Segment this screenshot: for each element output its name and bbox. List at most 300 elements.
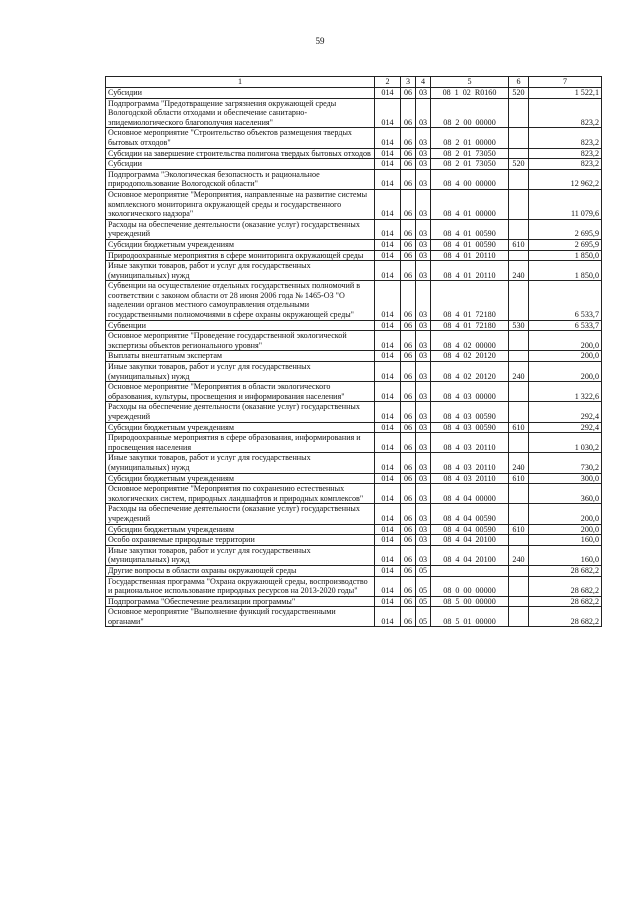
- target-article-part: 08: [443, 239, 452, 249]
- amount: 28 682,2: [529, 596, 602, 607]
- subsection-code: 03: [416, 189, 431, 219]
- target-article-part: 00000: [475, 586, 496, 596]
- table-row: [106, 576, 602, 596]
- subsection-code: 03: [416, 402, 431, 422]
- header-cell: 5: [431, 77, 509, 88]
- target-article-part: 04: [463, 555, 472, 565]
- row-name: Субсидии бюджетным учреждениям: [106, 239, 375, 250]
- section-code: 06: [401, 189, 416, 219]
- expense-type-code: [509, 281, 529, 320]
- target-article-part: 02: [463, 371, 472, 381]
- target-article-part: 03: [463, 462, 472, 472]
- table-row: [106, 484, 602, 504]
- target-article-part: 08: [443, 117, 452, 127]
- section-code: 06: [401, 422, 416, 433]
- target-article-part: 4: [455, 391, 460, 401]
- expense-type-code: [509, 504, 529, 524]
- target-article-part: 00590: [475, 422, 496, 432]
- subsection-code: 03: [416, 484, 431, 504]
- target-article-part: 73050: [475, 159, 496, 169]
- target-article-part: 01: [463, 310, 472, 320]
- section-code: 06: [401, 576, 416, 596]
- row-name: Основное мероприятие "Мероприятия по сохранению естественных экологических систем, природных ландшафтов и природных комплексов": [106, 484, 375, 504]
- target-article-part: 5: [455, 596, 460, 606]
- expense-type-code: 240: [509, 362, 529, 382]
- table-row: [106, 320, 602, 331]
- subsection-code: 03: [416, 504, 431, 524]
- ministry-code: 014: [375, 382, 401, 402]
- target-article-part: 08: [443, 524, 452, 534]
- target-article-part: 08: [443, 473, 452, 483]
- row-name: Расходы на обеспечение деятельности (оказание услуг) государственных учреждений: [106, 219, 375, 239]
- ministry-code: 014: [375, 453, 401, 473]
- subsection-code: 03: [416, 382, 431, 402]
- table-row: [106, 219, 602, 239]
- ministry-code: 014: [375, 402, 401, 422]
- section-code: 06: [401, 565, 416, 576]
- subsection-code: 05: [416, 565, 431, 576]
- section-code: 06: [401, 331, 416, 351]
- target-article-part: 02: [462, 88, 471, 97]
- target-article-part: 08: [443, 513, 452, 523]
- subsection-code: 03: [416, 148, 431, 159]
- expense-type-code: [509, 169, 529, 189]
- target-article-part: 00000: [475, 209, 496, 219]
- row-name: Природоохранные мероприятия в сфере мониторинга окружающей среды: [106, 250, 375, 261]
- section-code: 06: [401, 362, 416, 382]
- target-article-code: [431, 250, 509, 261]
- target-article-part: 03: [463, 412, 472, 421]
- subsection-code: 03: [416, 545, 431, 565]
- target-article-part: 00000: [475, 493, 496, 503]
- amount: 6 533,7: [529, 320, 602, 331]
- section-code: 06: [401, 239, 416, 250]
- target-article-part: 00000: [475, 596, 496, 606]
- target-article-part: 20100: [475, 555, 496, 565]
- expense-type-code: [509, 250, 529, 261]
- target-article-part: 4: [455, 209, 460, 219]
- ministry-code: 014: [375, 88, 401, 99]
- target-article-part: 02: [463, 351, 472, 361]
- amount: 360,0: [529, 484, 602, 504]
- amount: 730,2: [529, 453, 602, 473]
- target-article-part: 4: [455, 179, 460, 189]
- amount: 292,4: [529, 402, 602, 422]
- page-number: 59: [315, 36, 325, 46]
- ministry-code: 014: [375, 219, 401, 239]
- target-article-part: 08: [443, 412, 452, 421]
- subsection-code: 03: [416, 281, 431, 320]
- header-cell: 6: [509, 77, 529, 88]
- target-article-part: 4: [455, 555, 460, 565]
- target-article-part: 20110: [475, 270, 496, 280]
- row-name: Субвенции: [106, 320, 375, 331]
- target-article-code: [431, 189, 509, 219]
- target-article-part: 01: [463, 616, 472, 626]
- target-article-part: 00590: [475, 239, 496, 249]
- amount: 1 850,0: [529, 261, 602, 281]
- table-row: [106, 331, 602, 351]
- amount: 28 682,2: [529, 576, 602, 596]
- table-row: [106, 596, 602, 607]
- amount: 1 522,1: [529, 88, 602, 99]
- section-code: 06: [401, 320, 416, 331]
- row-name: Основное мероприятие "Мероприятия, направленные на развитие системы комплексного мониторинга окружающей среды и государственного экологического надзора": [106, 189, 375, 219]
- table-row: [106, 261, 602, 281]
- target-article-code: [431, 473, 509, 484]
- target-article-part: 00000: [475, 616, 496, 626]
- target-article-code: [431, 261, 509, 281]
- ministry-code: 014: [375, 189, 401, 219]
- target-article-part: 1: [454, 88, 459, 97]
- target-article-code: [431, 159, 509, 170]
- table-row: [106, 281, 602, 320]
- amount: 823,2: [529, 148, 602, 159]
- section-code: 06: [401, 281, 416, 320]
- row-name: Субсидии бюджетным учреждениям: [106, 473, 375, 484]
- target-article-part: 0: [455, 586, 460, 596]
- target-article-part: 08: [443, 137, 452, 147]
- target-article-part: 01: [463, 270, 472, 280]
- ministry-code: 014: [375, 169, 401, 189]
- row-name: Подпрограмма "Обеспечение реализации программы": [106, 596, 375, 607]
- amount: 200,0: [529, 524, 602, 535]
- target-article-code: [431, 320, 509, 331]
- subsection-code: 03: [416, 362, 431, 382]
- table-row: [106, 88, 602, 99]
- section-code: 06: [401, 98, 416, 128]
- target-article-code: [431, 453, 509, 473]
- table-row: [106, 402, 602, 422]
- target-article-part: 04: [463, 513, 472, 523]
- amount: 300,0: [529, 473, 602, 484]
- target-article-part: 4: [455, 320, 460, 330]
- target-article-part: 4: [455, 310, 460, 320]
- section-code: 06: [401, 250, 416, 261]
- ministry-code: 014: [375, 565, 401, 576]
- row-name: Иные закупки товаров, работ и услуг для государственных (муниципальных) нужд: [106, 261, 375, 281]
- ministry-code: 014: [375, 148, 401, 159]
- header-row: [106, 77, 602, 88]
- target-article-part: 08: [443, 422, 452, 432]
- table-row: [106, 422, 602, 433]
- subsection-code: 05: [416, 576, 431, 596]
- row-name: Иные закупки товаров, работ и услуг для государственных (муниципальных) нужд: [106, 545, 375, 565]
- target-article-code: [431, 433, 509, 453]
- amount: 200,0: [529, 351, 602, 362]
- target-article-code: [431, 545, 509, 565]
- expense-type-code: 610: [509, 239, 529, 250]
- target-article-part: 00000: [475, 340, 496, 350]
- target-article-part: 01: [463, 239, 472, 249]
- subsection-code: 03: [416, 535, 431, 546]
- ministry-code: 014: [375, 320, 401, 331]
- section-code: 06: [401, 453, 416, 473]
- target-article-part: 00: [463, 117, 472, 127]
- target-article-part: 4: [455, 442, 460, 452]
- subsection-code: 03: [416, 524, 431, 535]
- row-name: Основное мероприятие "Выполнение функций государственными органами": [106, 607, 375, 627]
- header-cell: 7: [529, 77, 602, 88]
- target-article-code: [431, 402, 509, 422]
- section-code: 06: [401, 433, 416, 453]
- target-article-part: 00000: [475, 117, 496, 127]
- target-article-part: 5: [455, 616, 460, 626]
- target-article-part: 08: [443, 586, 452, 596]
- expense-type-code: [509, 576, 529, 596]
- target-article-part: 20110: [475, 442, 496, 452]
- row-name: Субвенции на осуществление отдельных государственных полномочий в соответствии с законом области от 28 июня 2006 года № 1465-ОЗ "О наделении органов местного самоуправления отдельными государственными полномочиями в сфере охраны окружающей среды": [106, 281, 375, 320]
- target-article-code: [431, 576, 509, 596]
- row-name: Особо охраняемые природные территории: [106, 535, 375, 546]
- target-article-part: 2: [455, 148, 460, 158]
- header-cell: 4: [416, 77, 431, 88]
- target-article-code: [431, 331, 509, 351]
- ministry-code: 014: [375, 596, 401, 607]
- target-article-code: [431, 382, 509, 402]
- section-code: 06: [401, 128, 416, 148]
- target-article-part: 4: [455, 524, 460, 534]
- row-name: Основное мероприятие "Мероприятия в области экологического образования, культуры, просвещения и информирования населения": [106, 382, 375, 402]
- target-article-code: [431, 362, 509, 382]
- ministry-code: 014: [375, 331, 401, 351]
- expense-type-code: 530: [509, 320, 529, 331]
- table-row: [106, 128, 602, 148]
- ministry-code: 014: [375, 281, 401, 320]
- table-row: [106, 473, 602, 484]
- ministry-code: 014: [375, 261, 401, 281]
- target-article-part: 01: [463, 229, 472, 239]
- target-article-part: 01: [463, 159, 472, 169]
- row-name: Государственная программа "Охрана окружающей среды, воспроизводство и рациональное использование природных ресурсов на 2013-2020 годы": [106, 576, 375, 596]
- target-article-part: 03: [463, 391, 472, 401]
- subsection-code: 03: [416, 88, 431, 99]
- target-article-part: 08: [443, 340, 452, 350]
- target-article-part: 01: [463, 320, 472, 330]
- ministry-code: 014: [375, 473, 401, 484]
- ministry-code: 014: [375, 504, 401, 524]
- target-article-part: 4: [455, 513, 460, 523]
- ministry-code: 014: [375, 535, 401, 546]
- amount: 292,4: [529, 422, 602, 433]
- row-name: Субсидии бюджетным учреждениям: [106, 422, 375, 433]
- row-name: Субсидии бюджетным учреждениям: [106, 524, 375, 535]
- table-row: [106, 159, 602, 170]
- table-row: [106, 504, 602, 524]
- table-row: [106, 607, 602, 627]
- target-article-code: [431, 422, 509, 433]
- target-article-part: 2: [455, 159, 460, 169]
- expense-type-code: [509, 484, 529, 504]
- target-article-part: 08: [443, 371, 452, 381]
- section-code: 06: [401, 402, 416, 422]
- target-article-part: 2: [455, 117, 460, 127]
- subsection-code: 03: [416, 98, 431, 128]
- target-article-part: 01: [463, 137, 472, 147]
- table-row: [106, 433, 602, 453]
- target-article-part: 08: [443, 159, 452, 169]
- subsection-code: 03: [416, 331, 431, 351]
- expense-type-code: [509, 189, 529, 219]
- amount: 200,0: [529, 362, 602, 382]
- target-article-part: 04: [463, 493, 472, 503]
- target-article-part: 20110: [475, 462, 496, 472]
- target-article-part: 4: [455, 462, 460, 472]
- expense-type-code: [509, 351, 529, 362]
- target-article-part: 00000: [475, 137, 496, 147]
- row-name: Субсидии: [106, 159, 375, 170]
- table-row: [106, 148, 602, 159]
- table-row: [106, 362, 602, 382]
- target-article-part: 01: [463, 250, 472, 260]
- target-article-code: [431, 148, 509, 159]
- ministry-code: 014: [375, 362, 401, 382]
- target-article-part: 08: [443, 535, 452, 545]
- ministry-code: 014: [375, 576, 401, 596]
- expense-type-code: [509, 331, 529, 351]
- target-article-code: [431, 565, 509, 576]
- amount: 2 695,9: [529, 239, 602, 250]
- subsection-code: 03: [416, 219, 431, 239]
- target-article-code: [431, 607, 509, 627]
- subsection-code: 03: [416, 261, 431, 281]
- target-article-part: 08: [443, 179, 452, 189]
- section-code: 06: [401, 219, 416, 239]
- target-article-part: 72180: [475, 310, 496, 320]
- target-article-part: 4: [455, 371, 460, 381]
- target-article-part: 72180: [475, 320, 496, 330]
- budget-table: [105, 76, 602, 627]
- target-article-part: 00590: [475, 229, 496, 239]
- subsection-code: 05: [416, 607, 431, 627]
- expense-type-code: [509, 607, 529, 627]
- row-name: Иные закупки товаров, работ и услуг для государственных (муниципальных) нужд: [106, 453, 375, 473]
- header-cell: 2: [375, 77, 401, 88]
- amount: 1 322,6: [529, 382, 602, 402]
- section-code: 06: [401, 524, 416, 535]
- target-article-part: 4: [455, 250, 460, 260]
- subsection-code: 03: [416, 250, 431, 261]
- ministry-code: 014: [375, 159, 401, 170]
- section-code: 06: [401, 382, 416, 402]
- target-article-part: 04: [463, 524, 472, 534]
- target-article-part: 4: [455, 229, 460, 239]
- target-article-part: 4: [455, 422, 460, 432]
- target-article-part: 20110: [475, 473, 496, 483]
- expense-type-code: [509, 382, 529, 402]
- ministry-code: 014: [375, 545, 401, 565]
- target-article-part: 08: [443, 270, 452, 280]
- target-article-part: 08: [443, 148, 452, 158]
- target-article-code: [431, 219, 509, 239]
- target-article-part: R0160: [474, 88, 497, 97]
- row-name: Расходы на обеспечение деятельности (оказание услуг) государственных учреждений: [106, 504, 375, 524]
- ministry-code: 014: [375, 239, 401, 250]
- amount: 823,2: [529, 128, 602, 148]
- amount: 200,0: [529, 331, 602, 351]
- target-article-code: [431, 239, 509, 250]
- target-article-part: 01: [463, 148, 472, 158]
- table-row: [106, 524, 602, 535]
- row-name: Выплаты внештатным экспертам: [106, 351, 375, 362]
- target-article-part: 4: [455, 493, 460, 503]
- target-article-part: 4: [455, 239, 460, 249]
- amount: 6 533,7: [529, 281, 602, 320]
- target-article-part: 00: [463, 596, 472, 606]
- target-article-part: 00590: [475, 513, 496, 523]
- target-article-part: 08: [443, 493, 452, 503]
- target-article-part: 08: [442, 88, 451, 97]
- expense-type-code: 520: [509, 88, 529, 99]
- expense-type-code: [509, 98, 529, 128]
- expense-type-code: 240: [509, 261, 529, 281]
- target-article-code: [431, 281, 509, 320]
- table-row: [106, 189, 602, 219]
- expense-type-code: 520: [509, 159, 529, 170]
- section-code: 06: [401, 484, 416, 504]
- row-name: Субсидии: [106, 88, 375, 99]
- section-code: 06: [401, 261, 416, 281]
- target-article-part: 08: [443, 442, 452, 452]
- subsection-code: 03: [416, 128, 431, 148]
- amount: 200,0: [529, 504, 602, 524]
- target-article-code: [431, 98, 509, 128]
- amount: 1 850,0: [529, 250, 602, 261]
- row-name: Подпрограмма "Предотвращение загрязнения окружающей среды Вологодской области отходами и обеспечение санитарно-эпидемиологического благополучия населения": [106, 98, 375, 128]
- target-article-code: [431, 524, 509, 535]
- amount: 160,0: [529, 545, 602, 565]
- expense-type-code: [509, 148, 529, 159]
- expense-type-code: 240: [509, 545, 529, 565]
- amount: 28 682,2: [529, 565, 602, 576]
- amount: 2 695,9: [529, 219, 602, 239]
- subsection-code: 03: [416, 433, 431, 453]
- ministry-code: 014: [375, 433, 401, 453]
- target-article-code: [431, 128, 509, 148]
- target-article-part: 4: [455, 473, 460, 483]
- header-cell: 3: [401, 77, 416, 88]
- section-code: 06: [401, 607, 416, 627]
- target-article-part: 20120: [475, 371, 496, 381]
- expense-type-code: [509, 402, 529, 422]
- target-article-part: 08: [443, 351, 452, 361]
- table-row: [106, 382, 602, 402]
- row-name: Иные закупки товаров, работ и услуг для государственных (муниципальных) нужд: [106, 362, 375, 382]
- expense-type-code: 610: [509, 473, 529, 484]
- amount: 160,0: [529, 535, 602, 546]
- subsection-code: 03: [416, 169, 431, 189]
- target-article-code: [431, 169, 509, 189]
- row-name: Основное мероприятие "Проведение государственной экологической экспертизы объектов регионального уровня": [106, 331, 375, 351]
- table-row: [106, 535, 602, 546]
- amount: 1 030,2: [529, 433, 602, 453]
- section-code: 06: [401, 504, 416, 524]
- expense-type-code: [509, 596, 529, 607]
- row-name: Природоохранные мероприятия в сфере образования, информирования и просвещения населения: [106, 433, 375, 453]
- section-code: 06: [401, 159, 416, 170]
- row-name: Подпрограмма "Экологическая безопасность и рациональное природопользование Вологодской области": [106, 169, 375, 189]
- target-article-part: 01: [463, 209, 472, 219]
- table-row: [106, 565, 602, 576]
- target-article-part: 08: [443, 391, 452, 401]
- expense-type-code: 240: [509, 453, 529, 473]
- ministry-code: 014: [375, 351, 401, 362]
- target-article-part: 03: [463, 473, 472, 483]
- ministry-code: 014: [375, 607, 401, 627]
- target-article-part: 00590: [475, 412, 496, 421]
- target-article-part: 04: [463, 535, 472, 545]
- target-article-part: 20120: [475, 351, 496, 361]
